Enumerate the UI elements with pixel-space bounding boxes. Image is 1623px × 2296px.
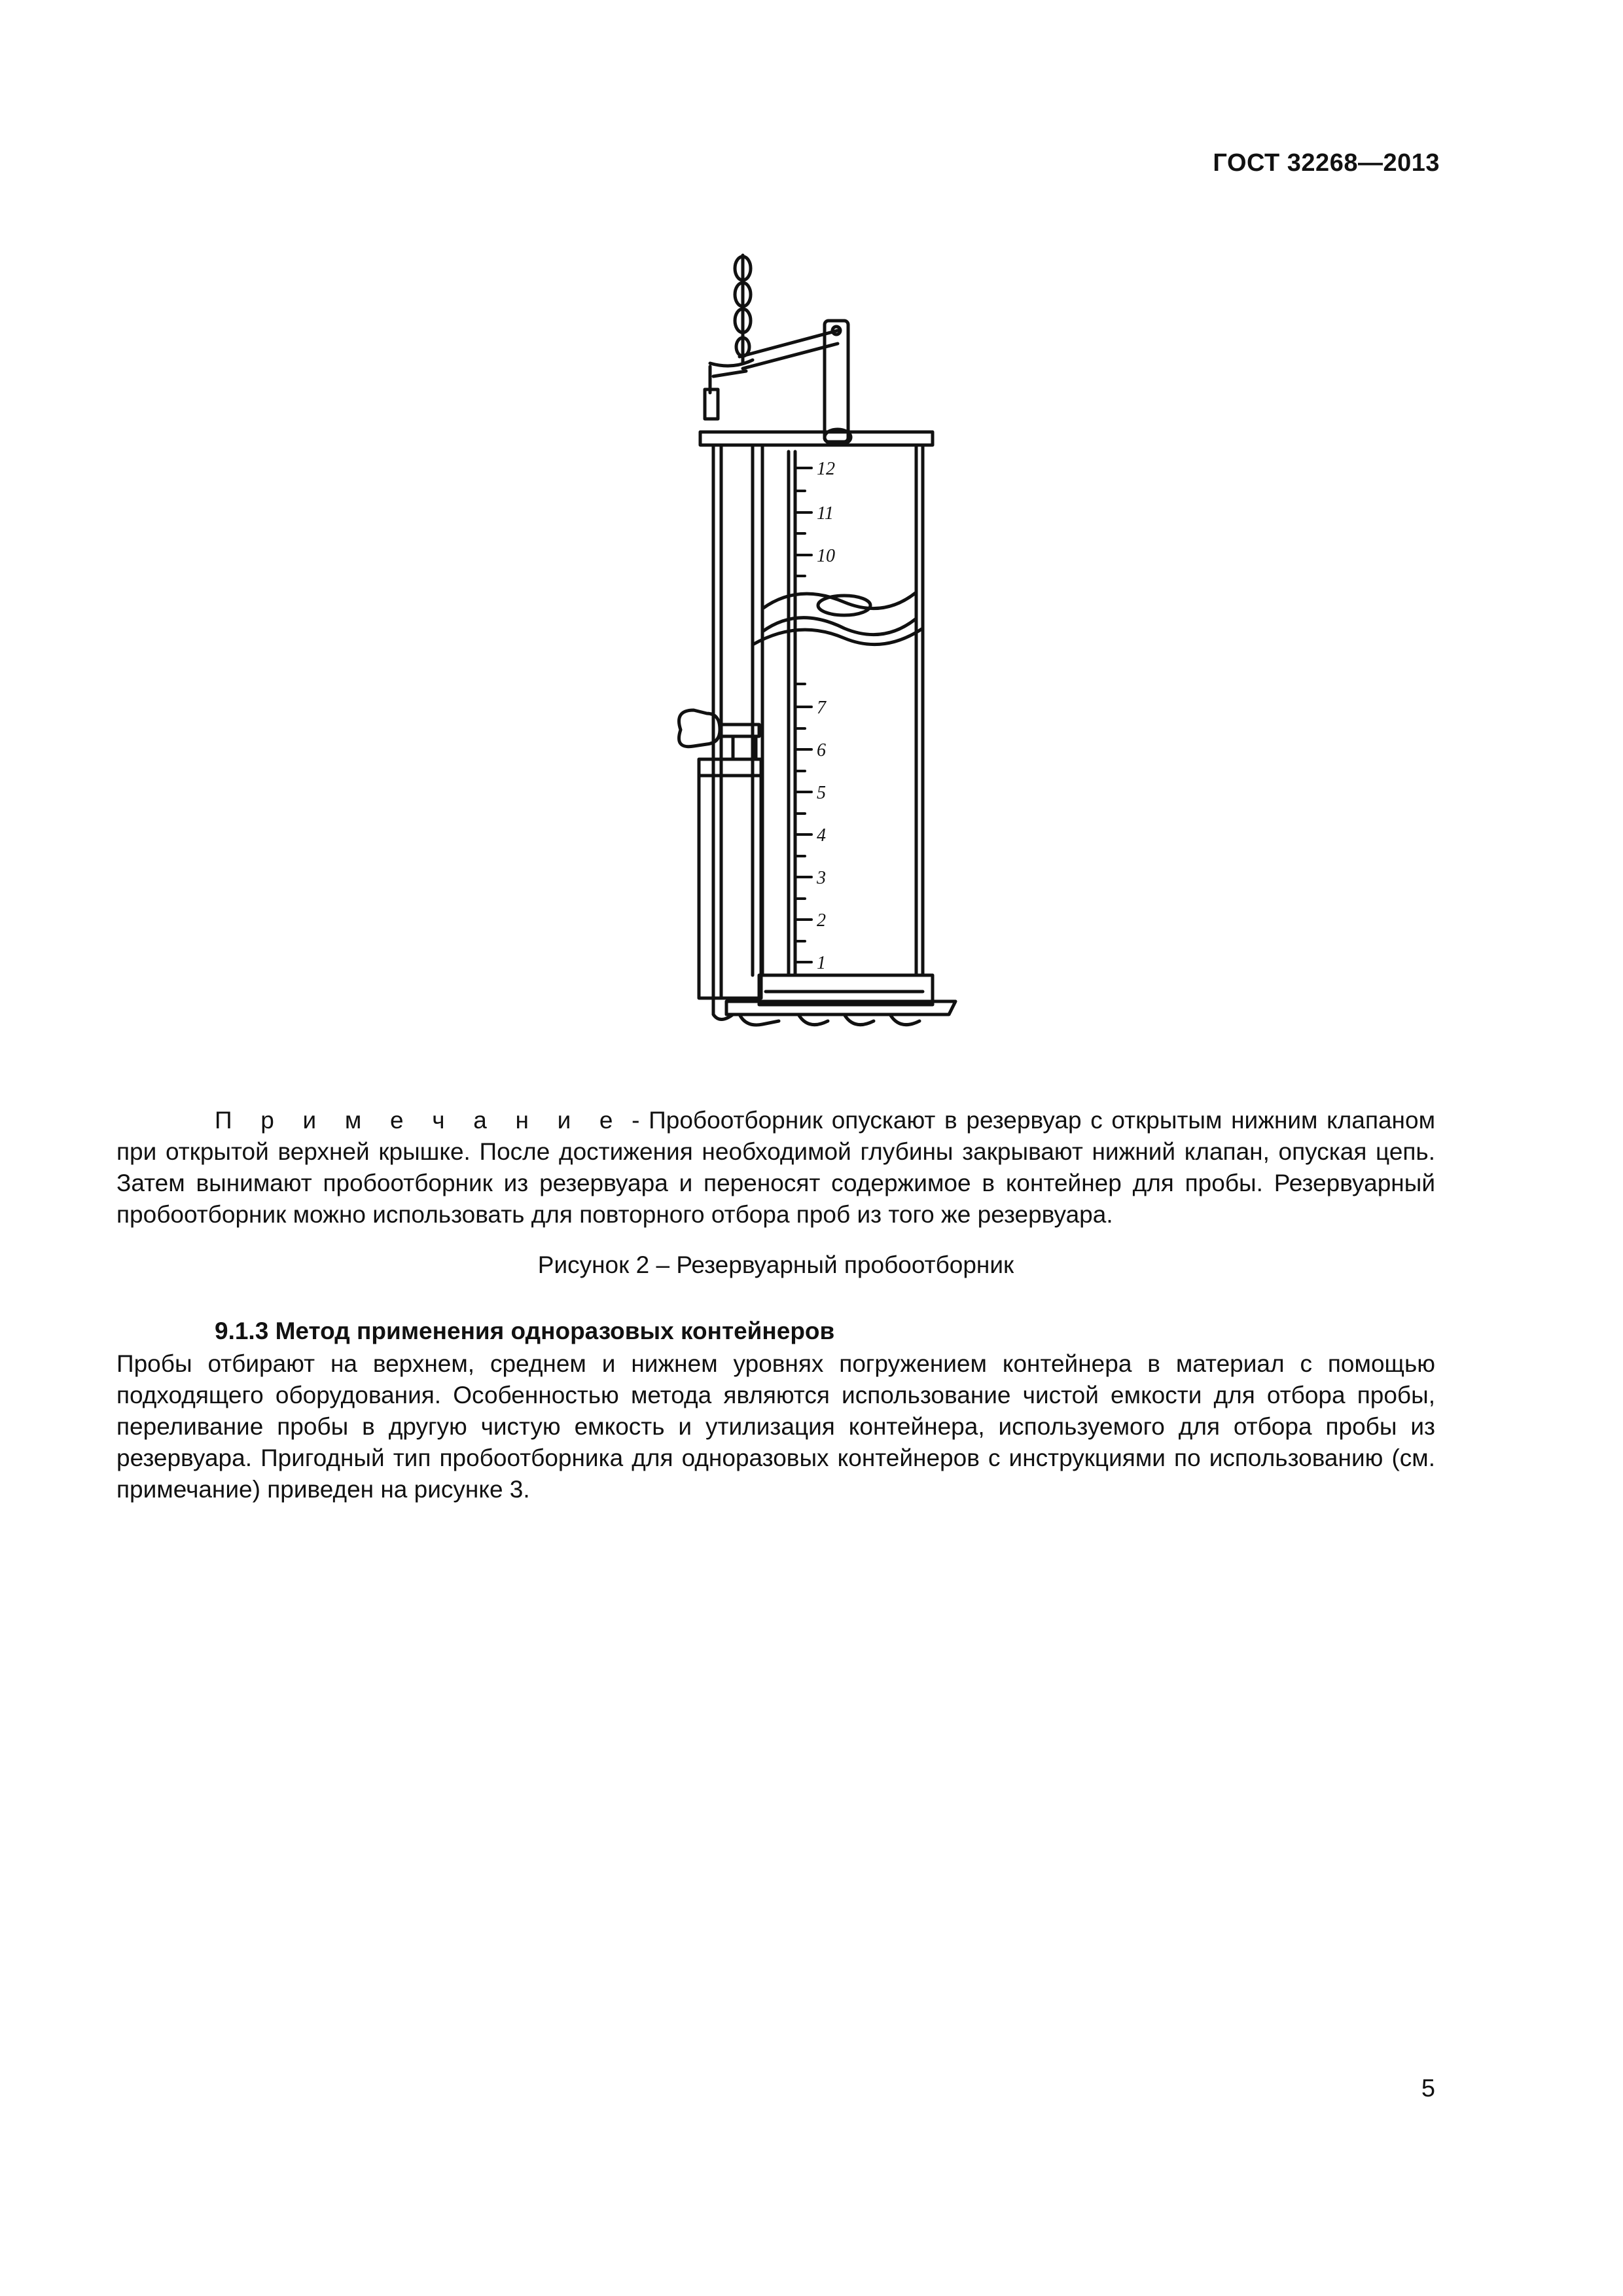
scale-label-2: 2 (817, 910, 826, 931)
scale-labels (816, 459, 835, 973)
top-lid (700, 429, 933, 445)
section-heading: 9.1.3 Метод применения одноразовых контейнеров (215, 1318, 835, 1344)
scale-label-10: 10 (817, 546, 835, 566)
chain (710, 255, 753, 366)
scale-label-7: 7 (817, 698, 826, 718)
scale-label-11: 11 (817, 503, 834, 524)
tank-sampler-figure (648, 252, 988, 1037)
note-lead: П р и м е ч а н и е (215, 1107, 623, 1134)
section-paragraph: Пробы отбирают на верхнем, среднем и нижнем уровнях погружением контейнера в материал с помощью подходящего оборудования. Особенностью метода являются использование чистой емкости для отбора пробы, переливание пробы в другую чистую емкость и утилизация контейнера, используемого для отбора пробы из резервуара. Пригодный тип пробоотборника для одноразовых контейнеров с инструкциями по использованию (см. примечание) приведен на рисунке 3. (116, 1350, 1435, 1503)
scale-label-5: 5 (817, 783, 826, 803)
scale-label-6: 6 (817, 740, 826, 761)
scale-label-1: 1 (817, 953, 826, 973)
figure-caption: Рисунок 2 – Резервуарный пробоотборник (537, 1251, 1014, 1278)
figure-note (116, 1105, 1435, 1230)
document-header: ГОСТ 32268—2013 (1213, 149, 1440, 177)
note-text: - Пробоотборник опускают в резервуар с открытым нижним клапаном при открытой верхней крышке. После достижения необходимой глубины закрывают нижний клапан, опуская цепь. Затем вынимают пробоотборник из резервуара и переносят содержимое в контейнер для пробы. Резервуарный пробоотборник можно использовать для повторного отбора проб из того же резервуара. (116, 1107, 1436, 1228)
lever-arm (705, 321, 848, 442)
main-tube (753, 445, 923, 975)
scale-ticks (795, 468, 812, 962)
bottom-valve (713, 975, 955, 1025)
tank-sampler-drawing (648, 252, 988, 1037)
scale-label-4: 4 (817, 825, 826, 846)
scale-label-12: 12 (817, 459, 835, 479)
scale-label-3: 3 (817, 868, 826, 888)
page-number: 5 (1421, 2075, 1435, 2102)
clamp-knob (679, 710, 760, 759)
